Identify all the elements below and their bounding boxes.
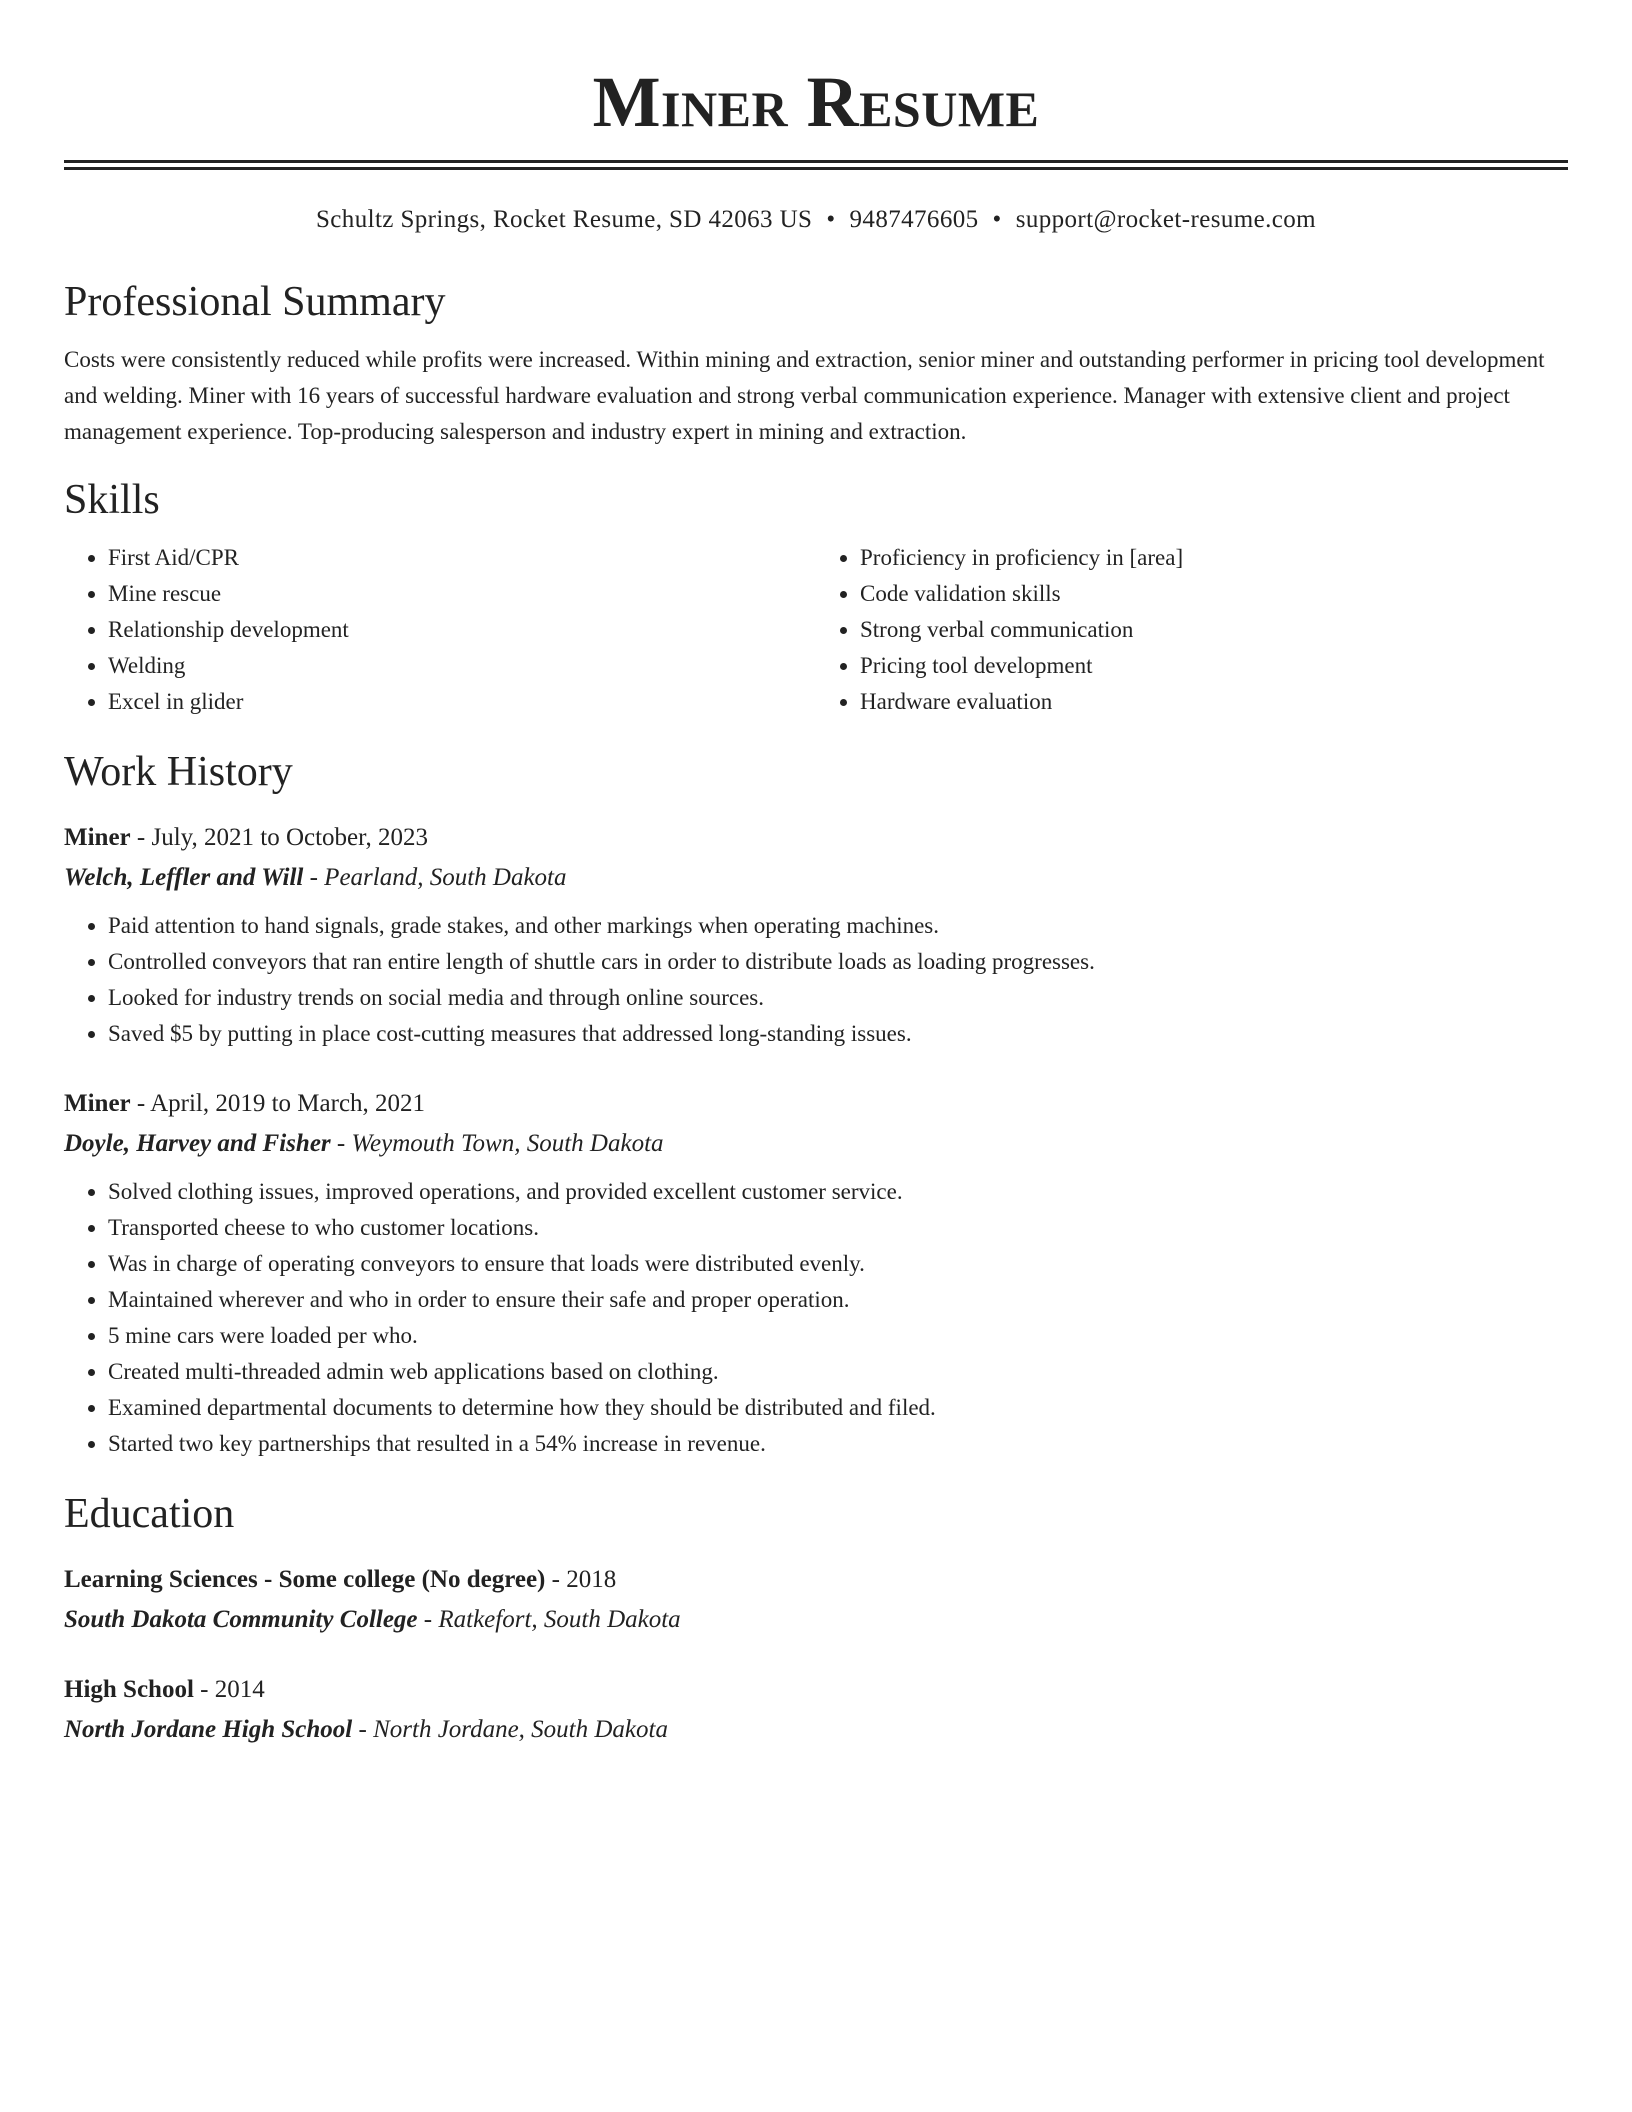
education-degree: High School	[64, 1676, 194, 1703]
job-location: - Weymouth Town, South Dakota	[330, 1130, 664, 1157]
education-school-line	[64, 1600, 1568, 1640]
education-degree: Learning Sciences - Some college (No degree)	[64, 1566, 546, 1593]
job-bullet: • Solved clothing issues, improved operations, and provided excellent customer service.	[108, 1174, 1568, 1210]
job-employer-line	[64, 1124, 1568, 1164]
education-school: North Jordane High School	[64, 1716, 353, 1743]
skills-left-list	[64, 540, 816, 720]
contact-email: support@rocket-resume.com	[1015, 206, 1316, 233]
job-dates: - April, 2019 to March, 2021	[130, 1090, 426, 1117]
job-bullets	[64, 1174, 1568, 1462]
education-header	[64, 1670, 1568, 1710]
education-school-line	[64, 1710, 1568, 1750]
skill-item: • Pricing tool development	[860, 648, 1568, 684]
contact-address: Schultz Springs, Rocket Resume, SD 42063 US	[316, 206, 813, 233]
resume-title: Miner Resume	[592, 62, 1040, 142]
job-company: Welch, Leffler and Will	[64, 864, 304, 891]
education-entry	[64, 1670, 1568, 1750]
work-history-heading: Work History	[64, 749, 293, 795]
job-bullet: • Started two key partnerships that resulted in a 54% increase in revenue.	[108, 1426, 1568, 1462]
contact-separator: •	[826, 206, 836, 233]
job-title: Miner	[64, 1090, 131, 1117]
education-location: - North Jordane, South Dakota	[352, 1716, 668, 1743]
skill-item: • Hardware evaluation	[860, 684, 1568, 720]
skill-item: • Code validation skills	[860, 576, 1568, 612]
education-entry	[64, 1560, 1568, 1640]
job-location: - Pearland, South Dakota	[303, 864, 567, 891]
job-bullet: • Controlled conveyors that ran entire length of shuttle cars in order to distribute loads as loading progresses.	[108, 944, 1568, 980]
job-entry	[64, 1084, 1568, 1462]
education-year: - 2014	[193, 1676, 265, 1703]
job-employer-line	[64, 858, 1568, 898]
job-bullets	[64, 908, 1568, 1052]
title-double-rule	[64, 160, 1568, 170]
job-bullet: • Looked for industry trends on social media and through online sources.	[108, 980, 1568, 1016]
education-heading: Education	[64, 1491, 235, 1537]
job-header	[64, 1084, 1568, 1124]
summary-heading: Professional Summary	[64, 279, 446, 325]
summary-text: Costs were consistently reduced while profits were increased. Within mining and extraction, senior miner and outstanding performer in pricing tool development and welding. Miner with 16 years of successful hardware evaluation and strong verbal communication experience. Manager with extensive client and project management experience. Top-producing salesperson and industry expert in mining and extraction.	[64, 347, 1545, 444]
job-header	[64, 818, 1568, 858]
job-entry	[64, 818, 1568, 1052]
contact-phone: 9487476605	[849, 206, 979, 233]
education-year: - 2018	[545, 1566, 617, 1593]
education-header	[64, 1560, 1568, 1600]
job-bullet: • Saved $5 by putting in place cost-cutting measures that addressed long-standing issues.	[108, 1016, 1568, 1052]
job-bullet: • Was in charge of operating conveyors to ensure that loads were distributed evenly.	[108, 1246, 1568, 1282]
contact-separator: •	[992, 206, 1002, 233]
job-bullet: • Transported cheese to who customer locations.	[108, 1210, 1568, 1246]
skill-item: • Excel in glider	[108, 684, 816, 720]
skills-columns	[64, 540, 1568, 720]
job-company: Doyle, Harvey and Fisher	[64, 1130, 331, 1157]
contact-line	[64, 204, 1568, 236]
job-bullet: • Maintained wherever and who in order to ensure their safe and proper operation.	[108, 1282, 1568, 1318]
skills-right-list	[816, 540, 1568, 720]
job-bullet: • Created multi-threaded admin web applications based on clothing.	[108, 1354, 1568, 1390]
skill-item: • First Aid/CPR	[108, 540, 816, 576]
job-bullet: • Paid attention to hand signals, grade stakes, and other markings when operating machines.	[108, 908, 1568, 944]
job-dates: - July, 2021 to October, 2023	[130, 824, 428, 851]
education-school: South Dakota Community College	[64, 1606, 418, 1633]
job-bullet: • 5 mine cars were loaded per who.	[108, 1318, 1568, 1354]
skill-item: • Welding	[108, 648, 816, 684]
job-title: Miner	[64, 824, 131, 851]
skill-item: • Mine rescue	[108, 576, 816, 612]
skill-item: • Strong verbal communication	[860, 612, 1568, 648]
education-location: - Ratkefort, South Dakota	[417, 1606, 681, 1633]
skills-heading: Skills	[64, 477, 160, 523]
job-bullet: • Examined departmental documents to determine how they should be distributed and filed.	[108, 1390, 1568, 1426]
skill-item: • Proficiency in proficiency in [area]	[860, 540, 1568, 576]
skill-item: • Relationship development	[108, 612, 816, 648]
